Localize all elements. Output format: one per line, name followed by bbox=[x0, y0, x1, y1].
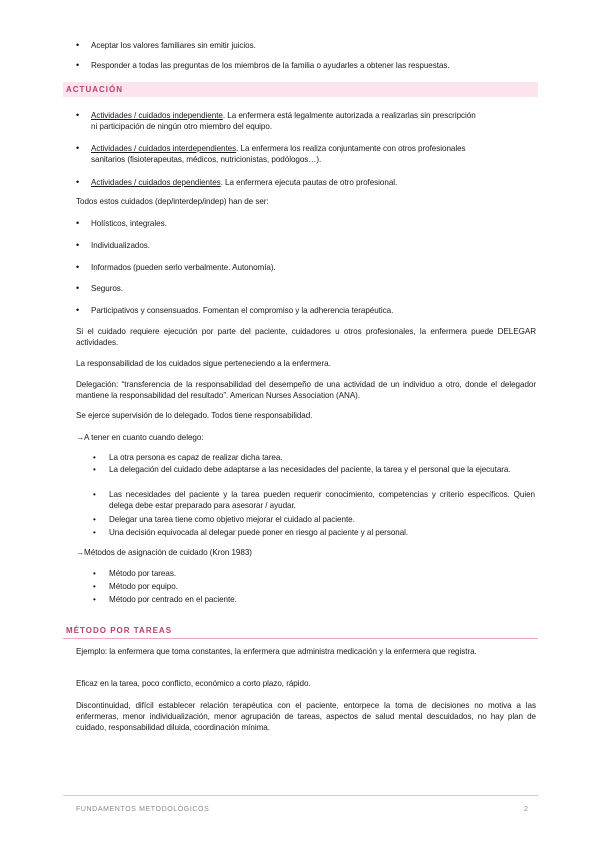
subheading-metodos: →Métodos de asignación de cuidado (Kron 1983) bbox=[76, 548, 252, 557]
paragraph-eficaz: Eficaz en la tarea, poco conflicto, económico a corto plazo, rápido. bbox=[76, 679, 311, 688]
term-interdependientes: Actividades / cuidados interdependientes bbox=[91, 144, 237, 153]
section-title-metodo-tareas: MÉTODO POR TAREAS bbox=[66, 626, 173, 635]
paragraph-ejemplo: Ejemplo: la enfermera que toma constantes, la enfermera que administra medicación y la enfermera que registra. bbox=[76, 647, 477, 656]
term-description: . La enfermera los realiza conjuntamente con otros profesionales bbox=[236, 144, 466, 153]
paragraph-responsabilidad: La responsabilidad de los cuidados sigue perteneciendo a la enfermera. bbox=[76, 359, 331, 368]
list-item: Las necesidades del paciente y la tarea pueden requerir conocimiento, competencias y criterio específicos. Quien delega debe estar preparado para asesorar / ayudar. bbox=[109, 490, 535, 510]
list-item: Individualizados. bbox=[91, 241, 150, 250]
term-description-cont: ni participación de ningún otro miembro del equipo. bbox=[91, 122, 273, 131]
bullet-dot-icon: • bbox=[76, 240, 80, 250]
small-bullet-dot-icon: • bbox=[93, 595, 96, 604]
term-description-cont: sanitarios (fisioterapeutas, médicos, nutricionistas, podólogos…). bbox=[91, 155, 322, 164]
bullet-dot-icon: • bbox=[76, 218, 80, 228]
footer-rule bbox=[63, 795, 538, 796]
bullet-dot-icon: • bbox=[76, 110, 80, 120]
bullet-dot-icon: • bbox=[76, 283, 80, 293]
list-item: Una decisión equivocada al delegar puede poner en riesgo al paciente y al personal. bbox=[109, 528, 409, 537]
small-bullet-dot-icon: • bbox=[93, 515, 96, 524]
section-title-actuacion: ACTUACIÓN bbox=[66, 85, 123, 94]
list-item: Informados (pueden serlo verbalmente. Autonomía). bbox=[91, 263, 276, 272]
small-bullet-dot-icon: • bbox=[93, 569, 96, 578]
bullet-dot-icon: • bbox=[76, 143, 80, 153]
term-description: . La enfermera ejecuta pautas de otro profesional. bbox=[220, 178, 398, 187]
todos-intro: Todos estos cuidados (dep/interdep/indep) han de ser: bbox=[76, 197, 269, 206]
paragraph-supervision: Se ejerce supervisión de lo delegado. Todos tiene responsabilidad. bbox=[76, 411, 313, 420]
footer-title: FUNDAMENTOS METODOLÓGICOS bbox=[76, 806, 210, 813]
small-bullet-dot-icon: • bbox=[93, 528, 96, 537]
bullet-dot-icon: • bbox=[76, 305, 80, 315]
term-independiente: Actividades / cuidados independiente bbox=[91, 111, 223, 120]
list-item: Método por centrado en el paciente. bbox=[109, 595, 237, 604]
list-item: Método por equipo. bbox=[109, 582, 178, 591]
small-bullet-dot-icon: • bbox=[93, 490, 96, 499]
right-arrow-icon: → bbox=[76, 548, 85, 557]
list-item: Holísticos, integrales. bbox=[91, 219, 167, 228]
list-item bbox=[91, 143, 466, 154]
term-description: . La enfermera está legalmente autorizada a realizarlas sin prescripción bbox=[222, 111, 476, 120]
section-header-band bbox=[63, 82, 538, 97]
paragraph-discontinuidad: Discontinuidad, difícil establecer relación terapéutica con el paciente, entorpece la toma de decisiones no motiva a las enfermeras, menor individualización, menor agrupación de tareas, aspectos de salud mental descuidados, no hay plan de cuidado, responsabilidad diluida, coordinación mínima. bbox=[76, 701, 536, 732]
list-item: La otra persona es capaz de realizar dicha tarea. bbox=[109, 453, 283, 462]
bullet-dot-icon: • bbox=[76, 60, 80, 70]
small-bullet-dot-icon: • bbox=[93, 453, 96, 462]
right-arrow-icon: → bbox=[76, 433, 85, 442]
bullet-dot-icon: • bbox=[76, 40, 80, 50]
list-item bbox=[91, 110, 476, 121]
list-item bbox=[91, 177, 397, 188]
subheading-tener: →A tener en cuanto cuando delego: bbox=[76, 433, 204, 442]
list-item: Aceptar los valores familiares sin emitir juicios. bbox=[91, 41, 256, 50]
list-item: Seguros. bbox=[91, 284, 123, 293]
bullet-dot-icon: • bbox=[76, 262, 80, 272]
list-item: Participativos y consensuados. Fomentan el compromiso y la adherencia terapéutica. bbox=[91, 306, 394, 315]
small-bullet-dot-icon: • bbox=[93, 465, 96, 474]
page-number: 2 bbox=[524, 806, 529, 813]
small-bullet-dot-icon: • bbox=[93, 582, 96, 591]
paragraph-definicion: Delegación: “transferencia de la responsabilidad del desempeño de una actividad de un individuo a otro, donde el delegador mantiene la responsabilidad del resultado”. American Nurses Association (ANA). bbox=[76, 380, 536, 400]
section-rule bbox=[63, 638, 538, 639]
list-item: La delegación del cuidado debe adaptarse a las necesidades del paciente, la tarea y el personal que la ejecutara. bbox=[109, 465, 511, 474]
bullet-dot-icon: • bbox=[76, 177, 80, 187]
term-dependientes: Actividades / cuidados dependientes bbox=[91, 178, 221, 187]
paragraph-delegar: Si el cuidado requiere ejecución por parte del paciente, cuidadores u otros profesionales, la enfermera puede DELEGAR actividades. bbox=[76, 327, 536, 347]
list-item: Método por tareas. bbox=[109, 569, 177, 578]
list-item: Delegar una tarea tiene como objetivo mejorar el cuidado al paciente. bbox=[109, 515, 355, 524]
list-item: Responder a todas las preguntas de los miembros de la familia o ayudarles a obtener las respuestas. bbox=[91, 61, 450, 70]
